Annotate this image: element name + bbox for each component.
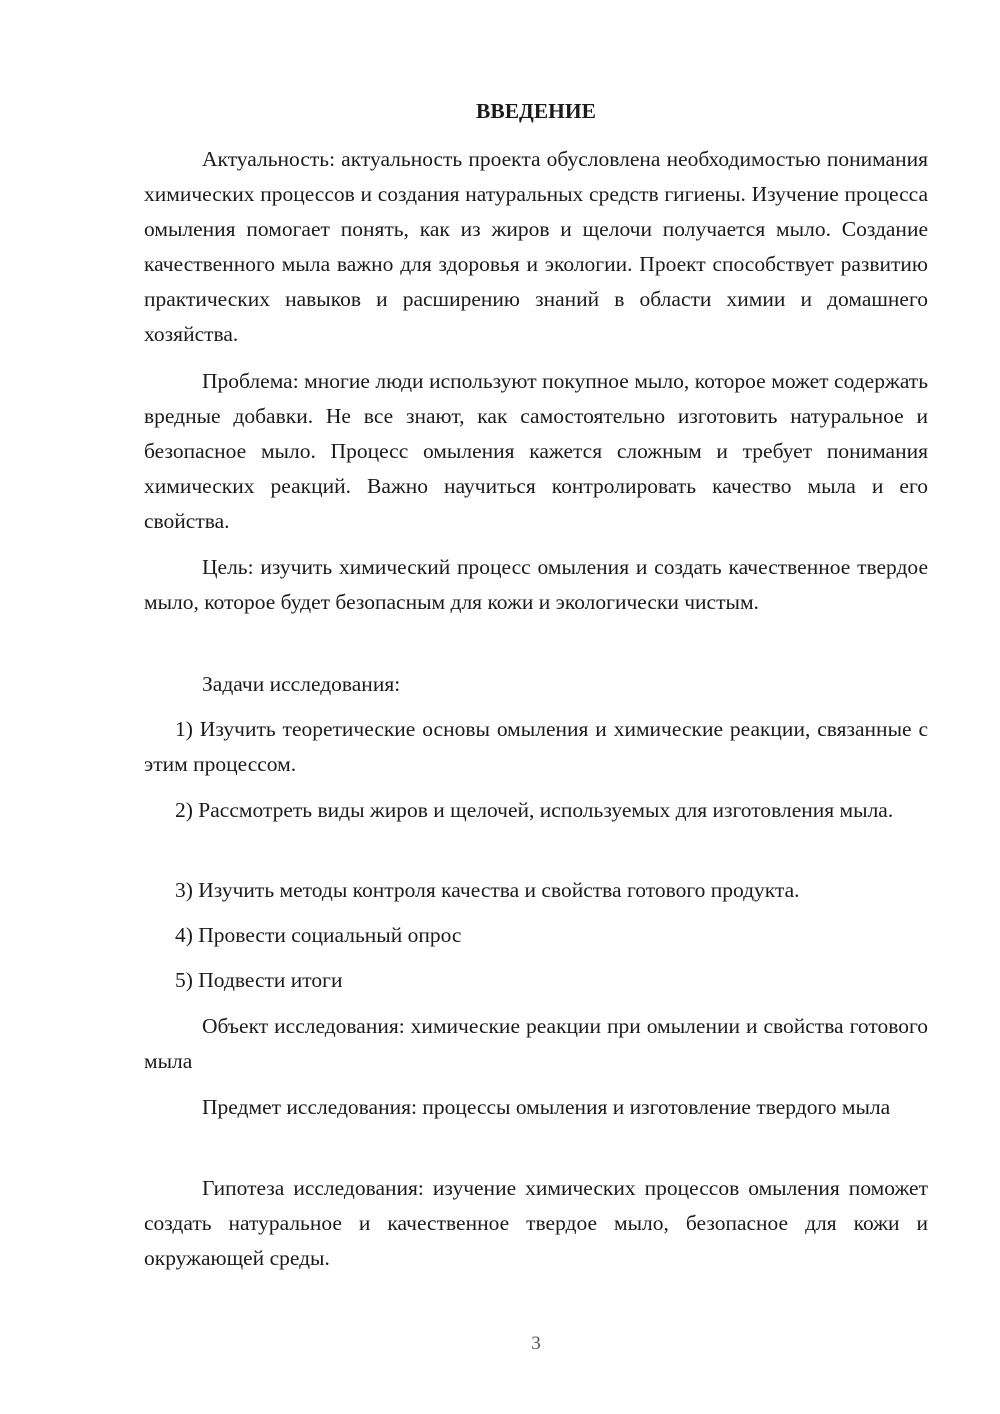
subject-paragraph: Предмет исследования: процессы омыления и изготовление твердого мыла: [202, 1095, 891, 1119]
relevance-paragraph: Актуальность: актуальность проекта обусловлена необходимостью понимания химических процессов и создания натуральных средств гигиены. Изучение процесса омыления помогает понять, как из жиров и щелочи получается мыло. Создание качественного мыла важно для здоровья и экологии. Проект способствует развитию практических навыков и расширению знаний в области химии и домашнего хозяйства.: [144, 147, 928, 346]
task-item-2: 2) Рассмотреть виды жиров и щелочей, используемых для изготовления мыла.: [175, 798, 894, 822]
hypothesis-paragraph: Гипотеза исследования: изучение химических процессов омыления поможет создать натуральное и качественное твердое мыло, безопасное для кожи и окружающей среды.: [144, 1176, 928, 1270]
task-item-5: 5) Подвести итоги: [175, 968, 343, 992]
task-item-3: 3) Изучить методы контроля качества и свойства готового продукта.: [175, 878, 800, 902]
page-title: ВВЕДЕНИЕ: [476, 99, 596, 123]
problem-paragraph: Проблема: многие люди используют покупное мыло, которое может содержать вредные добавки. Не все знают, как самостоятельно изготовить натуральное и безопасное мыло. Процесс омыления кажется сложным и требует понимания химических реакций. Важно научиться контролировать качество мыла и его свойства.: [144, 369, 928, 533]
task-item-4: 4) Провести социальный опрос: [175, 923, 462, 947]
goal-paragraph: Цель: изучить химический процесс омыления и создать качественное твердое мыло, которое будет безопасным для кожи и экологически чистым.: [144, 555, 928, 614]
tasks-heading: Задачи исследования:: [202, 672, 401, 696]
page-number: 3: [531, 1333, 541, 1354]
task-item-1: 1) Изучить теоретические основы омыления и химические реакции, связанные с этим процессом.: [144, 717, 928, 776]
object-paragraph: Объект исследования: химические реакции при омылении и свойства готового мыла: [144, 1014, 928, 1073]
